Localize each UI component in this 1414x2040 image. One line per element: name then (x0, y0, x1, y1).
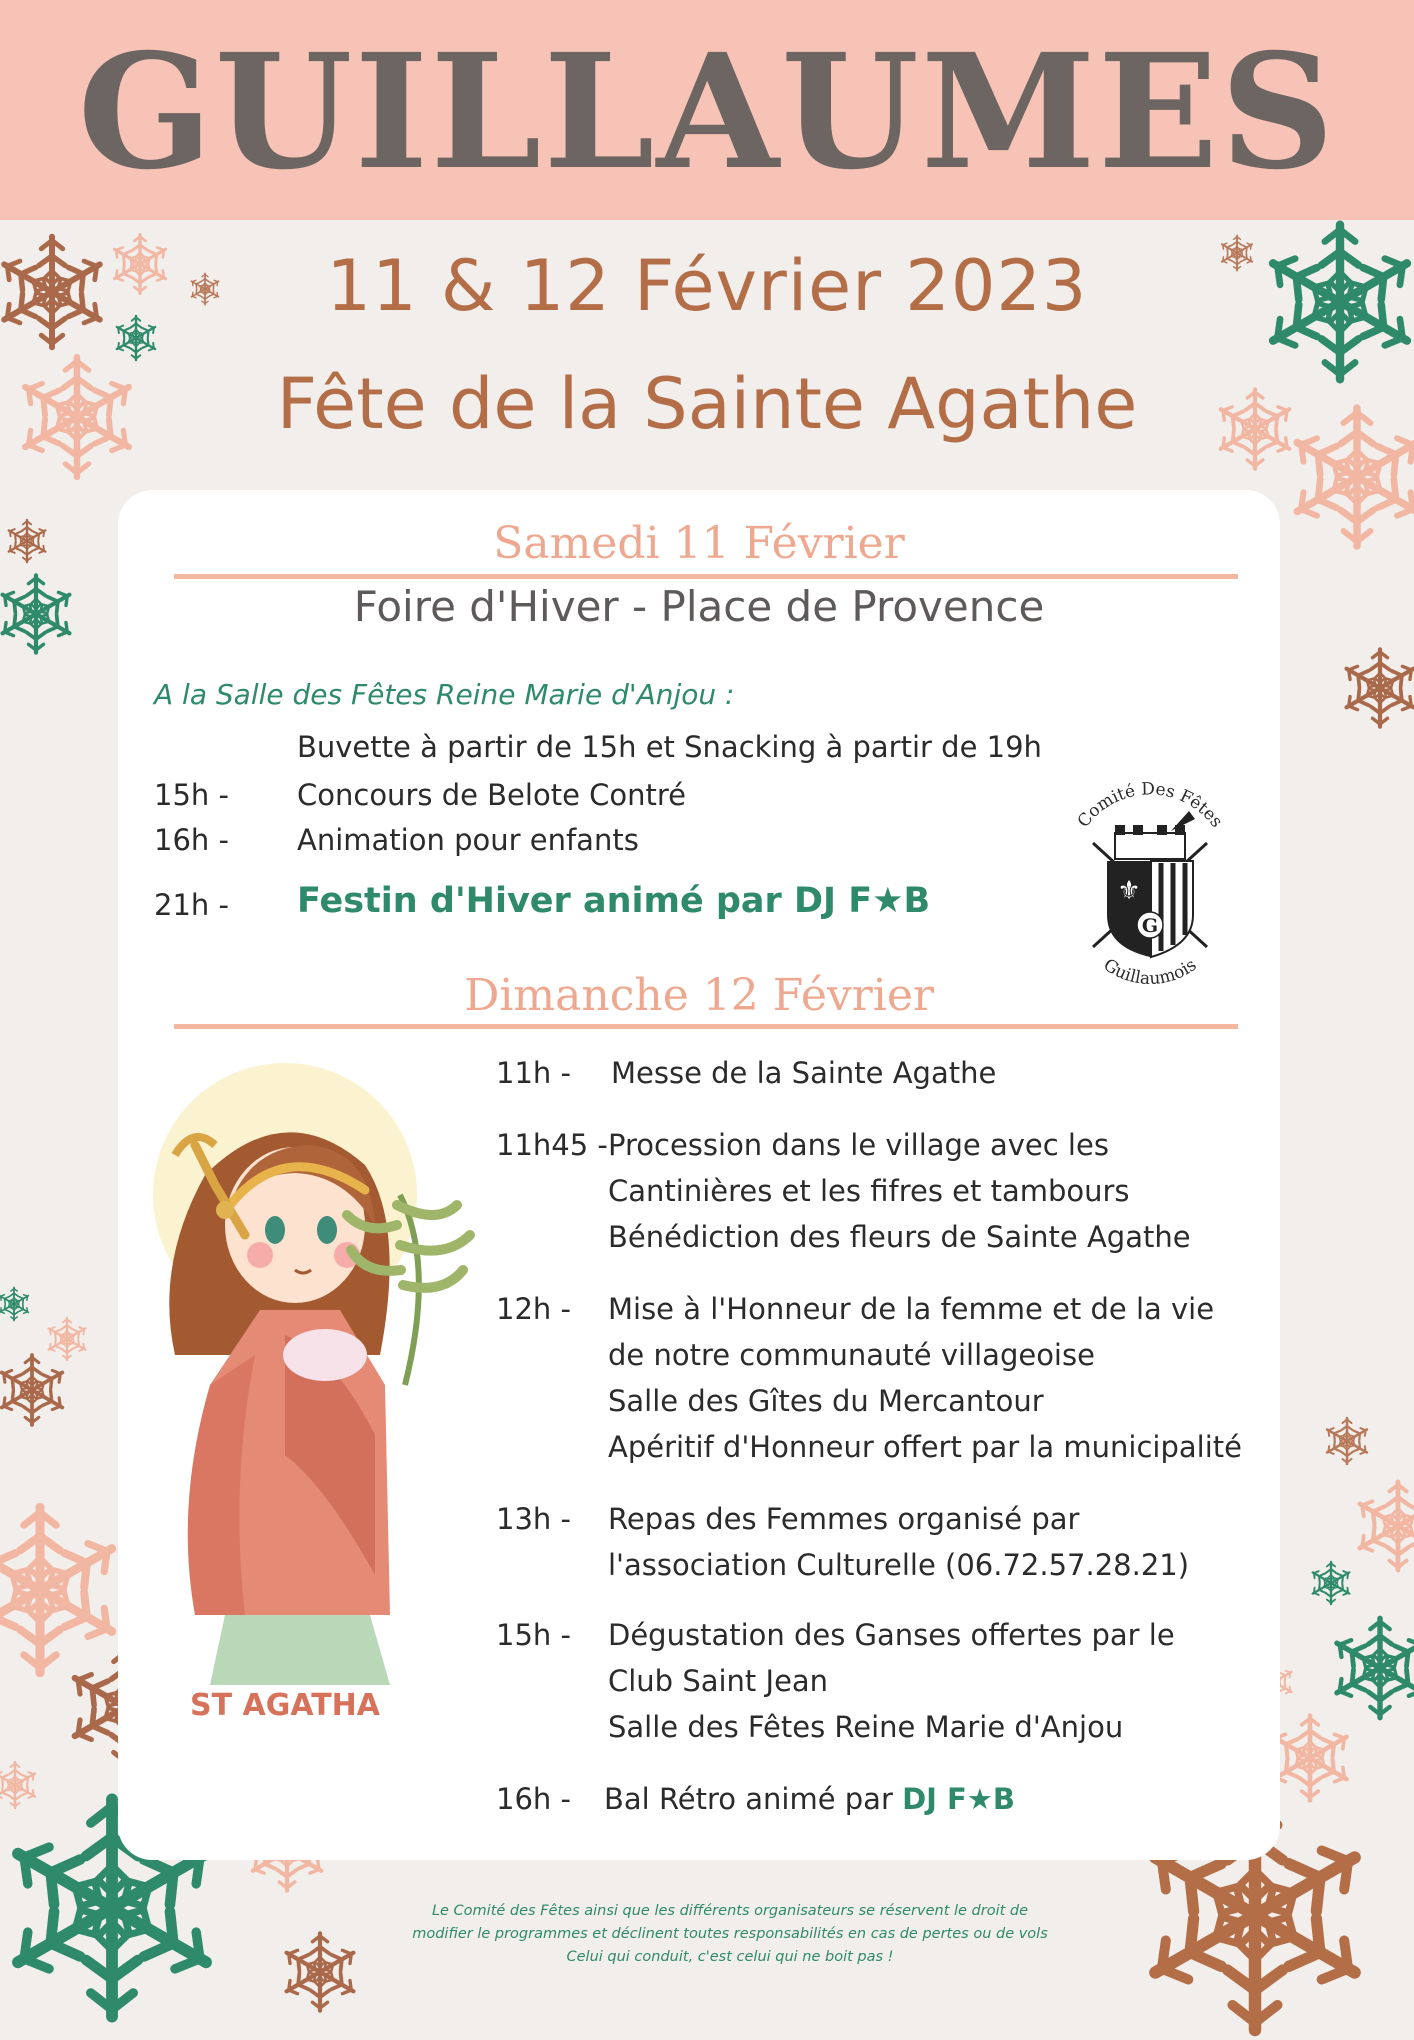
logo-letter: G (1141, 915, 1159, 937)
snowflake-icon (4, 518, 50, 564)
snowflake-icon (0, 1286, 32, 1322)
event-time: 15h - (496, 1618, 571, 1652)
festin-text: Festin d'Hiver animé par DJ F★B (297, 881, 931, 921)
event-text: de notre communauté villageoise (608, 1338, 1095, 1372)
saturday-venue: A la Salle des Fêtes Reine Marie d'Anjou : (154, 678, 735, 711)
page-title: GUILLAUMES (77, 20, 1337, 205)
saturday-heading: Samedi 11 Février (493, 518, 905, 569)
event-dates: 11 & 12 Février 2023 (326, 245, 1088, 327)
event-text: Animation pour enfants (297, 823, 639, 857)
footer-line: Celui qui conduit, c'est celui qui ne boit pas ! (566, 1949, 894, 1965)
bal-retro-text (604, 1780, 1015, 1818)
footer-line: modifier le programmes et déclinent toutes responsabilités en cas de pertes ou de vols (412, 1926, 1048, 1942)
snowflake-icon (0, 1352, 70, 1428)
event-text: Mise à l'Honneur de la femme et de la vie (608, 1292, 1215, 1326)
foire-title: Foire d'Hiver - Place de Provence (353, 582, 1045, 631)
svg-text:⚜: ⚜ (1117, 876, 1141, 906)
event-text: Club Saint Jean (608, 1664, 829, 1698)
snowflake-icon (0, 572, 78, 656)
event-time: 13h - (496, 1502, 571, 1536)
sunday-heading: Dimanche 12 Février (464, 970, 934, 1021)
footer-disclaimer (340, 1900, 1120, 1969)
saint-agatha-illustration (135, 1055, 505, 1725)
footer-line: Le Comité des Fêtes ainsi que les différents organisateurs se réservent le droit de (431, 1903, 1029, 1919)
title-banner (0, 0, 1414, 220)
event-text: Cantinières et les fifres et tambours (608, 1174, 1130, 1208)
sunday-rule (174, 1024, 1238, 1029)
event-text: Messe de la Sainte Agathe (611, 1056, 997, 1090)
buvette-text: Buvette à partir de 15h et Snacking à partir de 19h (297, 730, 1042, 764)
event-text: Procession dans le village avec les (608, 1128, 1109, 1162)
snowflake-icon (1322, 1416, 1372, 1466)
snowflake-icon (1308, 1560, 1354, 1606)
event-time: 11h45 - (496, 1128, 608, 1162)
snowflake-icon (1338, 646, 1414, 730)
bal-retro-label: Bal Rétro animé par (604, 1782, 903, 1816)
event-time: 16h - (154, 823, 229, 857)
event-text: Apéritif d'Honneur offert par la municipalité (608, 1430, 1242, 1464)
event-name: Fête de la Sainte Agathe (276, 363, 1138, 445)
event-text: Bénédiction des fleurs de Sainte Agathe (608, 1220, 1191, 1254)
event-text: Salle des Gîtes du Mercantour (608, 1384, 1044, 1418)
logo-bottom-text: Guillaumois (1099, 954, 1201, 990)
event-time: 15h - (154, 778, 229, 812)
snowflake-icon (1326, 1614, 1414, 1722)
dj-name: DJ F★B (902, 1782, 1015, 1816)
saint-caption: ST AGATHA (189, 1688, 381, 1723)
logo-top-text: Comité Des Fêtes (1073, 779, 1227, 832)
event-time: 11h - (496, 1056, 571, 1090)
event-time: 12h - (496, 1292, 571, 1326)
event-time: 21h - (154, 888, 229, 922)
saturday-rule (174, 574, 1238, 579)
event-time: 16h - (496, 1782, 571, 1816)
event-text: Dégustation des Ganses offertes par le (608, 1618, 1175, 1652)
event-text: Concours de Belote Contré (297, 778, 686, 812)
event-text: Repas des Femmes organisé par (608, 1502, 1080, 1536)
event-text: Salle des Fêtes Reine Marie d'Anjou (608, 1710, 1124, 1744)
comite-logo (1055, 765, 1245, 995)
event-text: l'association Culturelle (06.72.57.28.21) (608, 1548, 1190, 1582)
snowflake-icon (1350, 1478, 1414, 1574)
